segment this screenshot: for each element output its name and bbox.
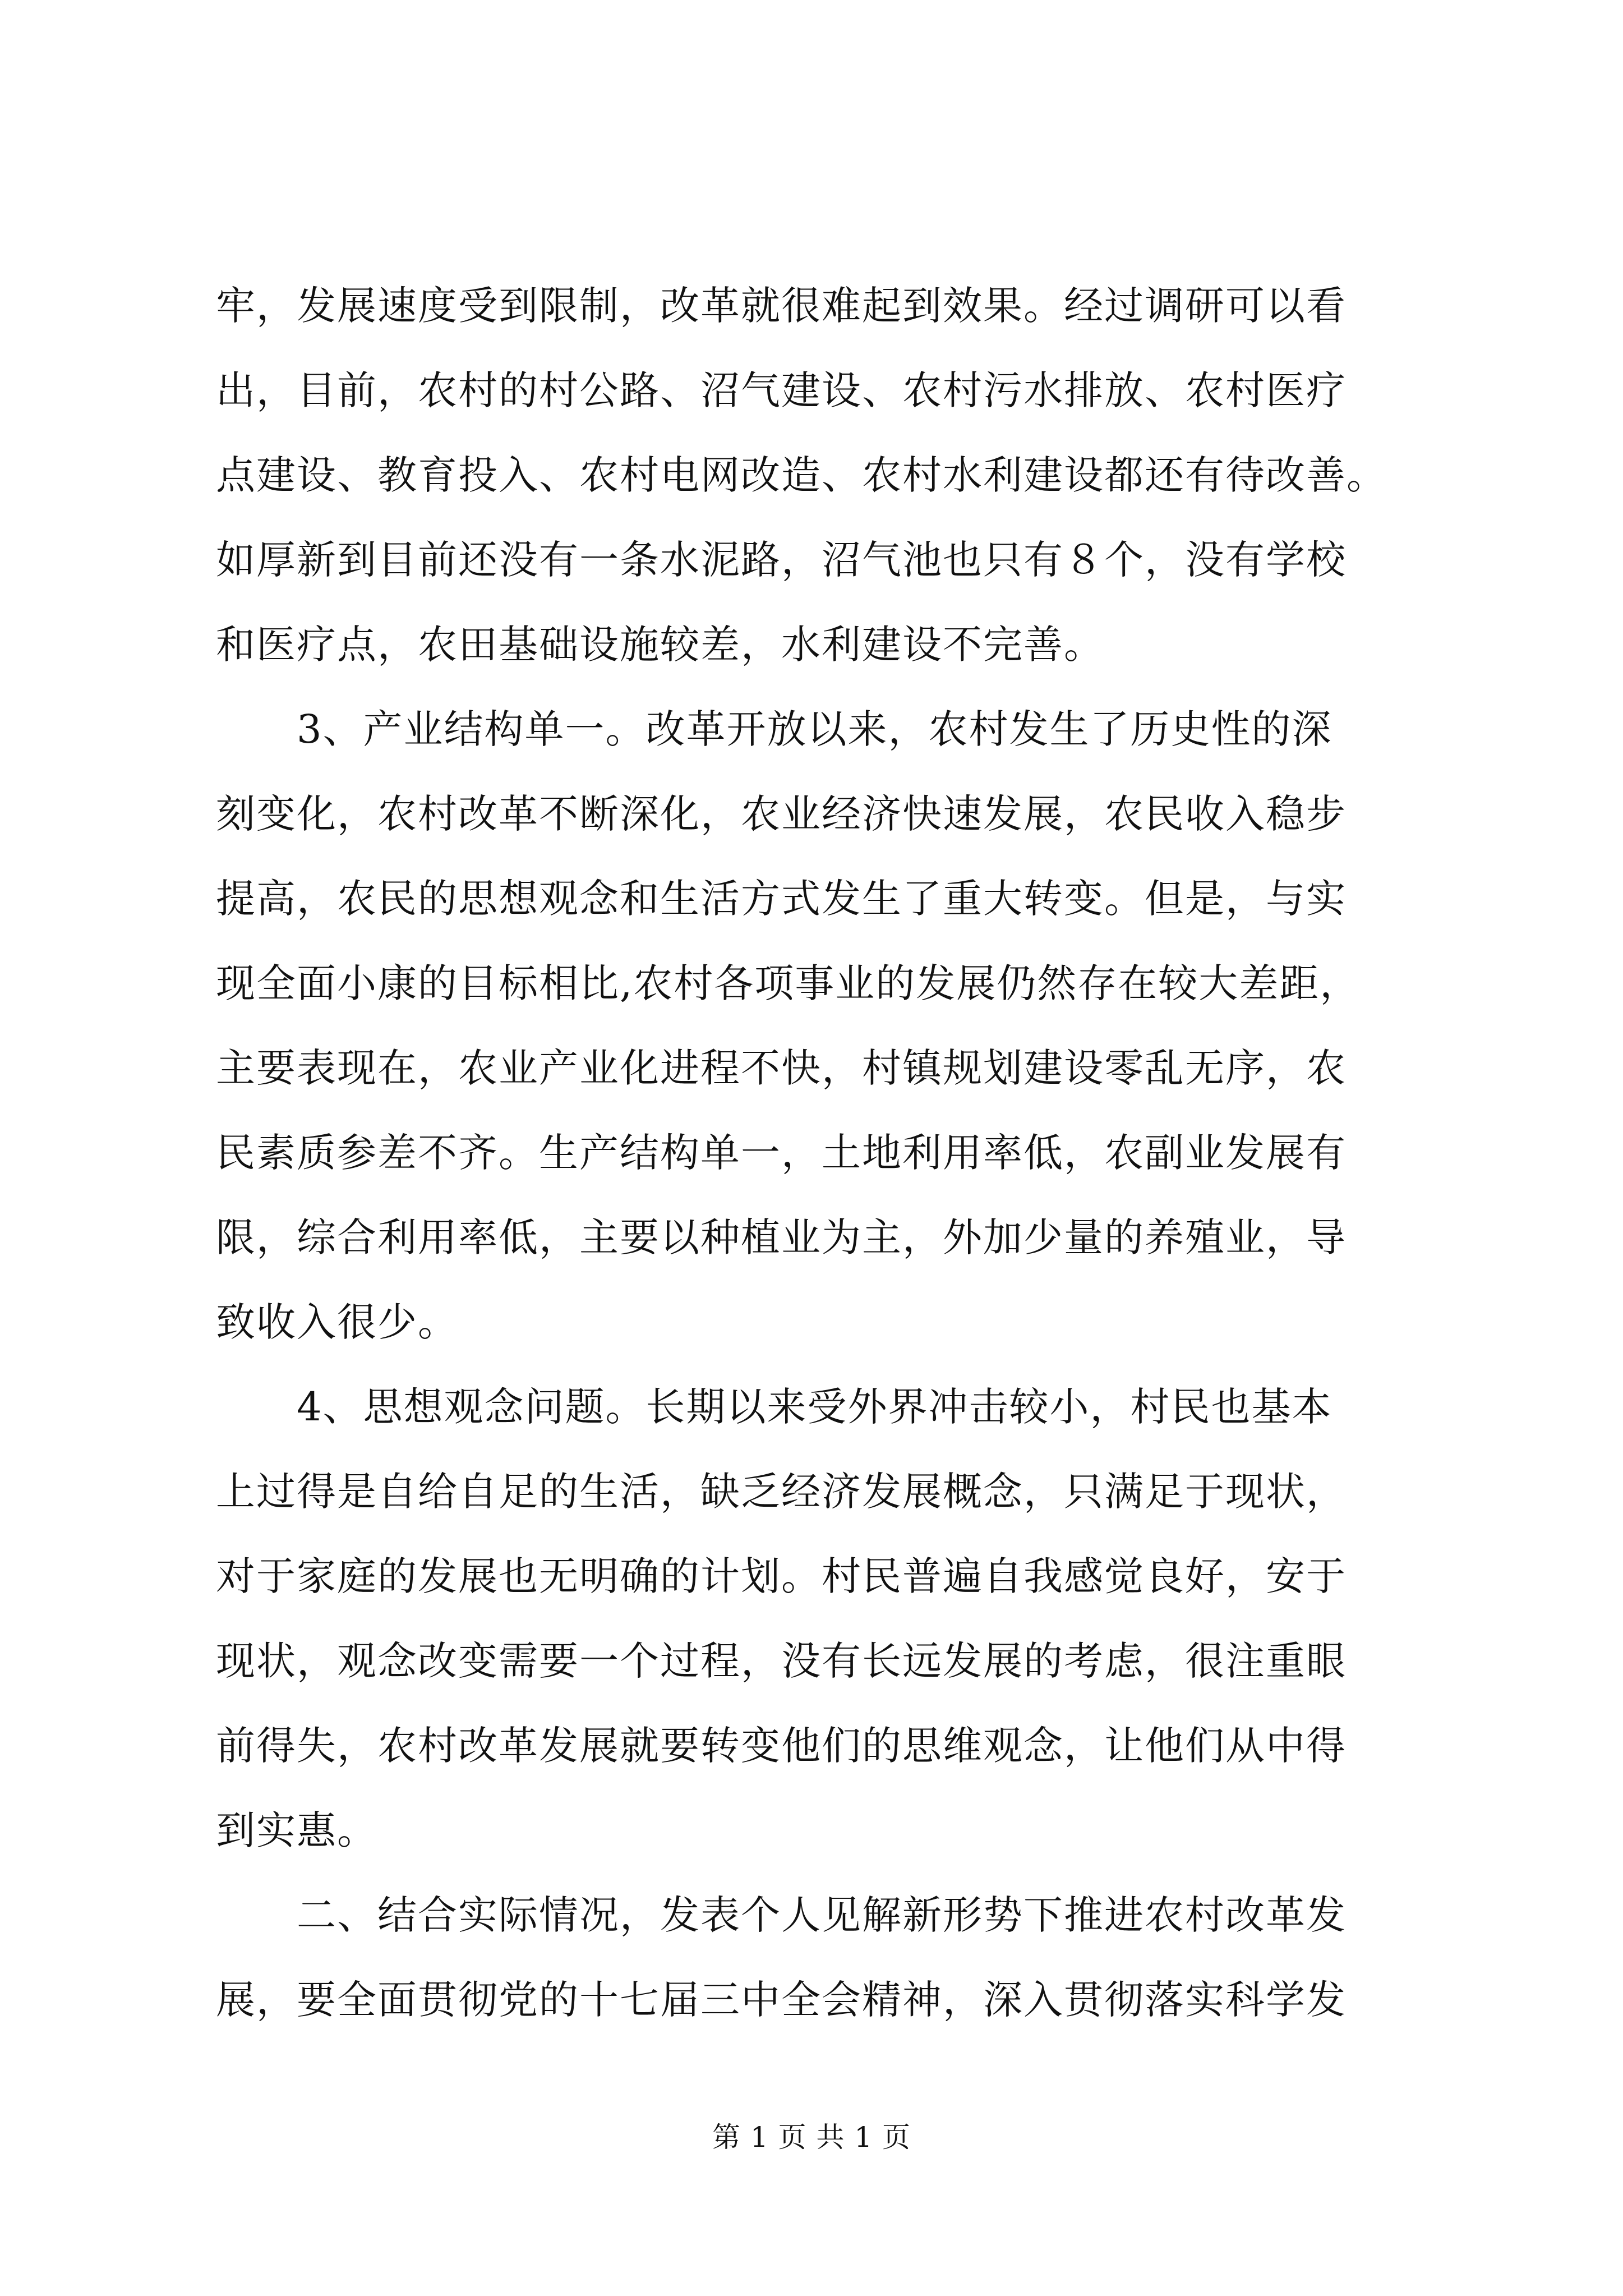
text-line: 和医疗点，农田基础设施较差，水利建设不完善。	[216, 622, 1104, 668]
text-line: 出，目前，农村的村公路、沼气建设、农村污水排放、农村医疗	[216, 367, 1347, 413]
text-line: 致收入很少。	[216, 1299, 458, 1345]
text-line: 提高，农民的思想观念和生活方式发生了重大转变。但是，与实	[216, 876, 1347, 922]
text-line: 对于家庭的发展也无明确的计划。村民普遍自我感觉良好，安于	[216, 1553, 1347, 1599]
text-line: 二、结合实际情况，发表个人见解新形势下推进农村改革发	[216, 1892, 1347, 1938]
text-line: 4、思想观念问题。长期以来受外界冲击较小，村民也基本	[216, 1384, 1332, 1430]
text-line: 民素质参差不齐。生产结构单一，土地利用率低，农副业发展有	[216, 1130, 1347, 1176]
text-line: 到实惠。	[216, 1807, 377, 1853]
text-line: 牢，发展速度受到限制，改革就很难起到效果。经过调研可以看	[216, 283, 1347, 329]
body-text	[216, 264, 1422, 2042]
text-line: 上过得是自给自足的生活，缺乏经济发展概念，只满足于现状，	[216, 1469, 1347, 1515]
page-footer	[0, 2118, 1623, 2157]
text-line: 3、产业结构单一。改革开放以来，农村发生了历史性的深	[216, 706, 1332, 752]
text-line: 现全面小康的目标相比,农村各项事业的发展仍然存在较大差距，	[216, 960, 1361, 1006]
text-line: 前得失，农村改革发展就要转变他们的思维观念，让他们从中得	[216, 1723, 1347, 1769]
text-line: 展，要全面贯彻党的十七届三中全会精神，深入贯彻落实科学发	[216, 1977, 1347, 2023]
text-line: 主要表现在，农业产业化进程不快，村镇规划建设零乱无序，农	[216, 1045, 1347, 1091]
text-line: 如厚新到目前还没有一条水泥路，沼气池也只有８个，没有学校	[216, 537, 1347, 583]
text-line: 现状，观念改变需要一个过程，没有长远发展的考虑，很注重眼	[216, 1638, 1347, 1684]
text-line: 限，综合利用率低，主要以种植业为主，外加少量的养殖业，导	[216, 1214, 1347, 1260]
page-number-label: 第 1 页 共 1 页	[712, 2121, 911, 2154]
text-line: 点建设、教育投入、农村电网改造、农村水利建设都还有待改善。	[216, 452, 1387, 498]
text-line: 刻变化，农村改革不断深化，农业经济快速发展，农民收入稳步	[216, 791, 1347, 837]
